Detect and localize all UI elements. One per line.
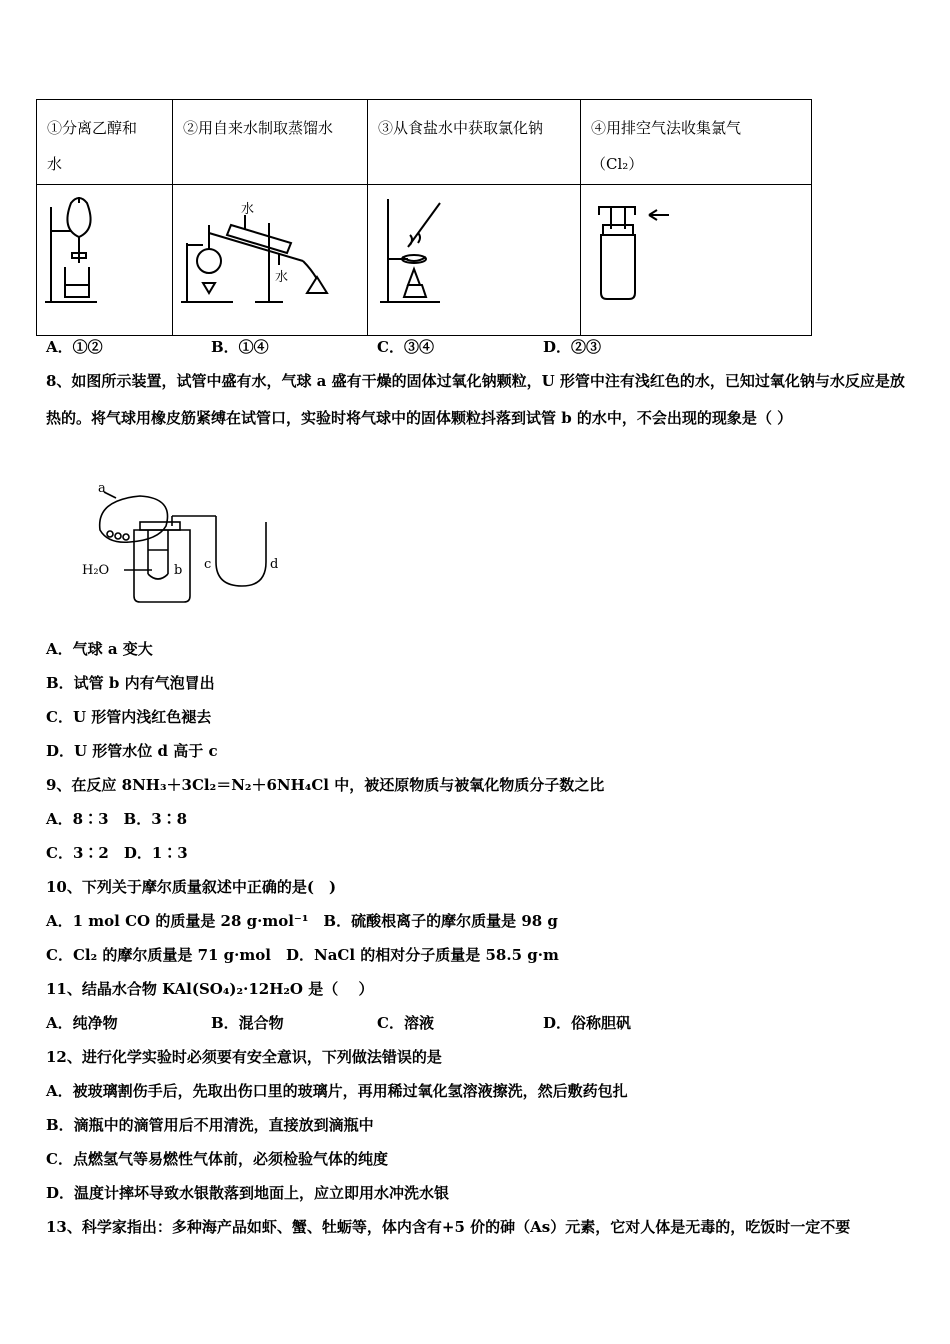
distillation-figure: [173, 185, 367, 331]
label-c: c: [204, 557, 212, 572]
q9-stem: 9、在反应 8NH₃＋3Cl₂＝N₂＋6NH₄Cl 中，被还原物质与被氧化物质分子数之比: [46, 776, 605, 794]
apparatus-table: [36, 99, 812, 336]
q12-option-c: C．点燃氢气等易燃性气体前，必须检验气体的纯度: [46, 1150, 388, 1168]
q10-options-line-2: C．Cl₂ 的摩尔质量是 71 g·mol D．NaCl 的相对分子质量是 58.5 g·m: [46, 946, 559, 964]
q7-option-a: A．①②: [46, 338, 103, 356]
pic-cell-separatory-funnel: [37, 185, 173, 336]
q11-option-a: A．纯净物: [46, 1014, 118, 1032]
q9-options-line-2: C．3∶2 D．1∶3: [46, 844, 188, 862]
q10-options-line-1: A．1 mol CO 的质量是 28 g·mol⁻¹ B．硫酸根离子的摩尔质量是 98 g: [46, 912, 558, 930]
q8-option-d: D．U 形管水位 d 高于 c: [46, 742, 218, 760]
header-2-line-1: ②用自来水制取蒸馏水: [183, 119, 334, 137]
q11-stem: 11、结晶水合物 KAl(SO₄)₂·12H₂O 是（ ）: [46, 980, 374, 998]
header-cell-3: [368, 100, 581, 185]
separatory-funnel-figure: [37, 185, 171, 331]
q12-option-a: A．被玻璃割伤手后，先取出伤口里的玻璃片，再用稀过氧化氢溶液擦洗，然后敷药包扎: [46, 1082, 628, 1100]
q13-stem: 13、科学家指出：多种海产品如虾、蟹、牡蛎等，体内含有+5 价的砷（As）元素，它对人体是无毒的，吃饭时一定不要: [46, 1218, 851, 1236]
pic-cell-gas-collection: [581, 185, 812, 336]
gas-collection-figure: [581, 185, 811, 331]
q7-option-c: C．③④: [377, 338, 434, 356]
header-cell-1: [37, 100, 173, 185]
pic-cell-evaporation: [368, 185, 581, 336]
header-1-line-2: 水: [47, 155, 63, 173]
q7-option-b: B．①④: [211, 338, 269, 356]
q8-option-a: A．气球 a 变大: [46, 640, 153, 658]
q8-apparatus-figure: [80, 478, 280, 608]
label-d: d: [270, 557, 279, 572]
q8-option-c: C．U 形管内浅红色褪去: [46, 708, 212, 726]
q8-stem: 8、如图所示装置，试管中盛有水，气球 a 盛有干燥的固体过氧化钠颗粒，U 形管中注有浅红色的水，已知过氧化钠与水反应是放热的。将气球用橡皮筋紧缚在试管口，实验时将气球中的固体颗粒抖落到试管 b 的水中，不会出现的现象是（ ）: [46, 372, 905, 427]
header-cell-2: [173, 100, 368, 185]
q8-option-b: B．试管 b 内有气泡冒出: [46, 674, 215, 692]
header-4-line-1: ④用排空气法收集氯气: [591, 119, 742, 137]
label-h2o: H₂O: [82, 563, 110, 578]
q9-options-line-1: A．8∶3 B．3∶8: [46, 810, 188, 828]
q11-option-c: C．溶液: [377, 1014, 434, 1032]
evaporation-figure: [368, 185, 580, 331]
q11-option-b: B．混合物: [211, 1014, 284, 1032]
label-b: b: [174, 563, 183, 578]
label-a: a: [98, 481, 106, 496]
header-1-line-1: ①分离乙醇和: [47, 119, 138, 137]
q12-stem: 12、进行化学实验时必须要有安全意识，下列做法错误的是: [46, 1048, 442, 1066]
header-4-line-2: （Cl₂）: [591, 155, 644, 173]
pic-cell-distillation: [173, 185, 368, 336]
q7-option-d: D．②③: [543, 338, 602, 356]
q12-option-d: D．温度计摔坏导致水银散落到地面上，应立即用水冲洗水银: [46, 1184, 450, 1202]
q10-stem: 10、下列关于摩尔质量叙述中正确的是( ): [46, 878, 337, 896]
q12-option-b: B．滴瓶中的滴管用后不用清洗，直接放到滴瓶中: [46, 1116, 374, 1134]
header-cell-4: [581, 100, 812, 185]
water-in-label: 水: [241, 202, 255, 217]
header-3-line-1: ③从食盐水中获取氯化钠: [378, 119, 544, 137]
q11-option-d: D．俗称胆矾: [543, 1014, 632, 1032]
water-out-label: 水: [275, 270, 289, 285]
